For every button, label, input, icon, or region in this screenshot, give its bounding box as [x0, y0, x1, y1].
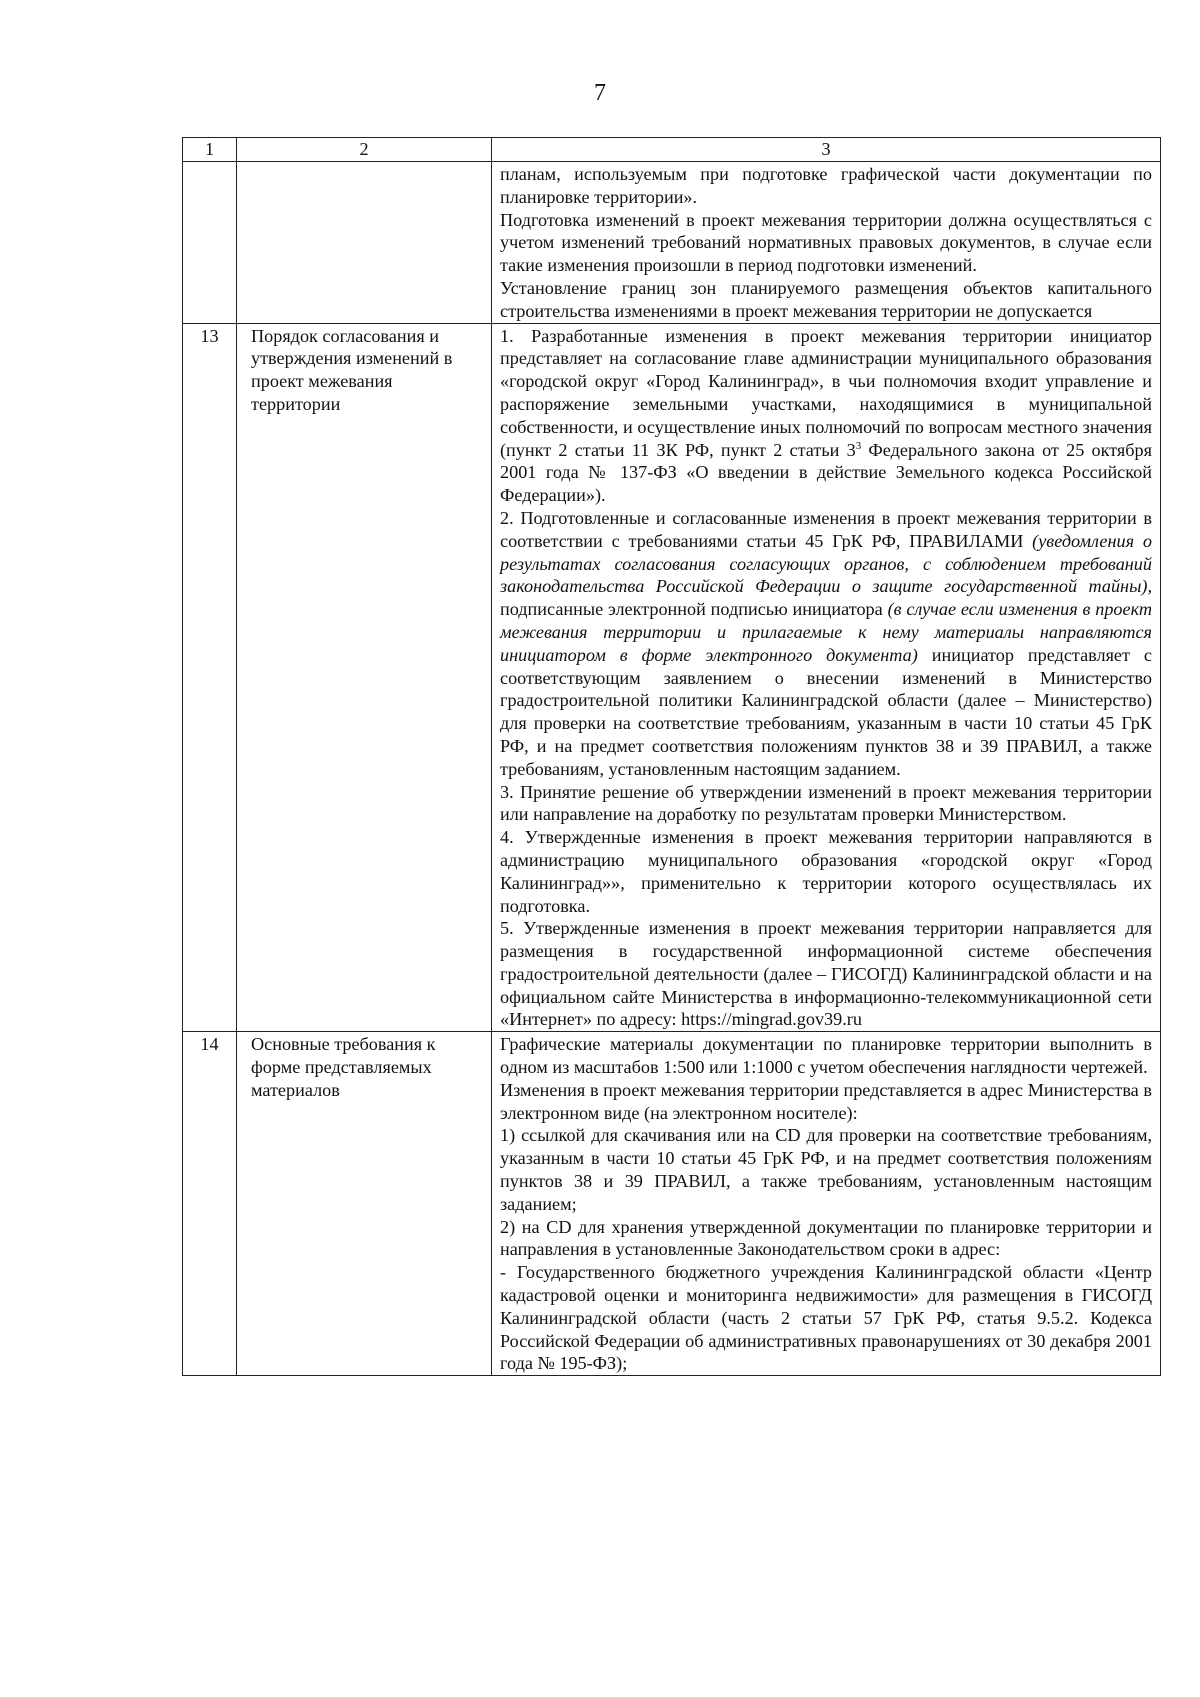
row-content: [492, 1032, 1161, 1376]
row-number: 13: [183, 323, 237, 1032]
row-number: [183, 162, 237, 324]
table-row-14: [183, 1032, 1161, 1376]
paragraph-2: 2. Подготовленные и согласованные изменения в проект межевания территории в соответствии с требованиями статьи 45 ГрК РФ, ПРАВИЛАМИ (уведомления о результатах согласования согласующих органов, с соблюдением требований законодательства Российской Федерации о защите государственной тайны), подписанные электронной подписью инициатора (в случае если изменения в проект межевания территории и прилагаемые к нему материалы направляются инициатором в форме электронного документа) инициатор представляет с соответствующим заявлением о внесении изменений в Министерство градостроительной политики Калининградской области (далее – Министерство) для проверки на соответствие требованиям, указанным в части 10 статьи 45 ГрК РФ, и на предмет соответствия положениям пунктов 38 и 39 ПРАВИЛ, а также требованиям, установленным настоящим заданием.: [500, 507, 1153, 779]
row-number: 14: [183, 1032, 237, 1376]
table-row-continued: [183, 162, 1161, 324]
row-title: Основные требования к форме представляемых материалов: [237, 1032, 492, 1376]
paragraph: Подготовка изменений в проект межевания территории должна осуществляться с учетом изменений требований нормативных правовых документов, в случае если такие изменения произошли в период подготовки изменений.: [500, 209, 1152, 276]
header-col-3: 3: [492, 138, 1161, 162]
row-content: [492, 162, 1161, 324]
paragraph-2: Изменения в проект межевания территории представляется в адрес Министерства в электронном виде (на электронном носителе):: [500, 1079, 1152, 1123]
paragraph-3: 1) ссылкой для скачивания или на CD для проверки на соответствие требованиям, указанным в части 10 статьи 45 ГрК РФ, и на предмет соответствия положениям пунктов 38 и 39 ПРАВИЛ, а также требованиям, установленным настоящим заданием;: [500, 1125, 1152, 1214]
table-row-13: [183, 323, 1161, 1032]
paragraph-3: 3. Принятие решение об утверждении изменений в проект межевания территории или направление на доработку по результатам проверки Министерством.: [500, 781, 1152, 825]
header-col-1: 1: [183, 138, 237, 162]
paragraph-4: 2) на CD для хранения утвержденной документации по планировке территории и направления в установленные Законодательством сроки в адрес:: [500, 1216, 1152, 1260]
row-content: [492, 323, 1161, 1032]
row-title: Порядок согласования и утверждения изменений в проект межевания территории: [237, 323, 492, 1032]
paragraph: Установление границ зон планируемого размещения объектов капитального строительства изменениями в проект межевания территории не допускается: [500, 277, 1152, 321]
paragraph-5: - Государственного бюджетного учреждения Калининградской области «Центр кадастровой оценки и мониторинга недвижимости» для размещения в ГИСОГД Калининградской области (часть 2 статьи 57 ГрК РФ, статья 9.5.2. Кодекса Российской Федерации об административных правонарушениях от 30 декабря 2001 года № 195-ФЗ);: [500, 1262, 1152, 1374]
requirements-table: [182, 137, 1161, 1376]
page-number: 7: [594, 80, 606, 106]
row-title: [237, 162, 492, 324]
paragraph: планам, используемым при подготовке графической части документации по планировке территории».: [500, 164, 1152, 207]
paragraph-1: 1. Разработанные изменения в проект межевания территории инициатор представляет на согласование главе администрации муниципального образования «городской округ «Город Калининград», в чьи полномочия входит управление и распоряжение земельными участками, находящимися в муниципальной собственности, и осуществление иных полномочий по вопросам местного значения (пункт 2 статьи 11 ЗК РФ, пункт 2 статьи $3^3$ Федерального закона от 25 октября 2001 года № 137-ФЗ «О введении в действие Земельного кодекса Российской Федерации»).: [500, 325, 1152, 506]
paragraph-1: Графические материалы документации по планировке территории выполнить в одном из масштабов 1:500 или 1:1000 с учетом обеспечения наглядности чертежей.: [500, 1034, 1152, 1078]
table-header-row: [183, 138, 1161, 162]
paragraph-5: 5. Утвержденные изменения в проект межевания территории направляется для размещения в государственной информационной системе обеспечения градостроительной деятельности (далее – ГИСОГД) Калининградской области и на официальном сайте Министерства в информационно-телекоммуникационной сети «Интернет» по адресу: https://mingrad.gov39.ru: [500, 918, 1152, 1030]
header-col-2: 2: [237, 138, 492, 162]
paragraph-4: 4. Утвержденные изменения в проект межевания территории направляются в администрацию муниципального образования «городской округ «Город Калининград»», применительно к территории которого осуществлялась их подготовка.: [500, 827, 1152, 916]
